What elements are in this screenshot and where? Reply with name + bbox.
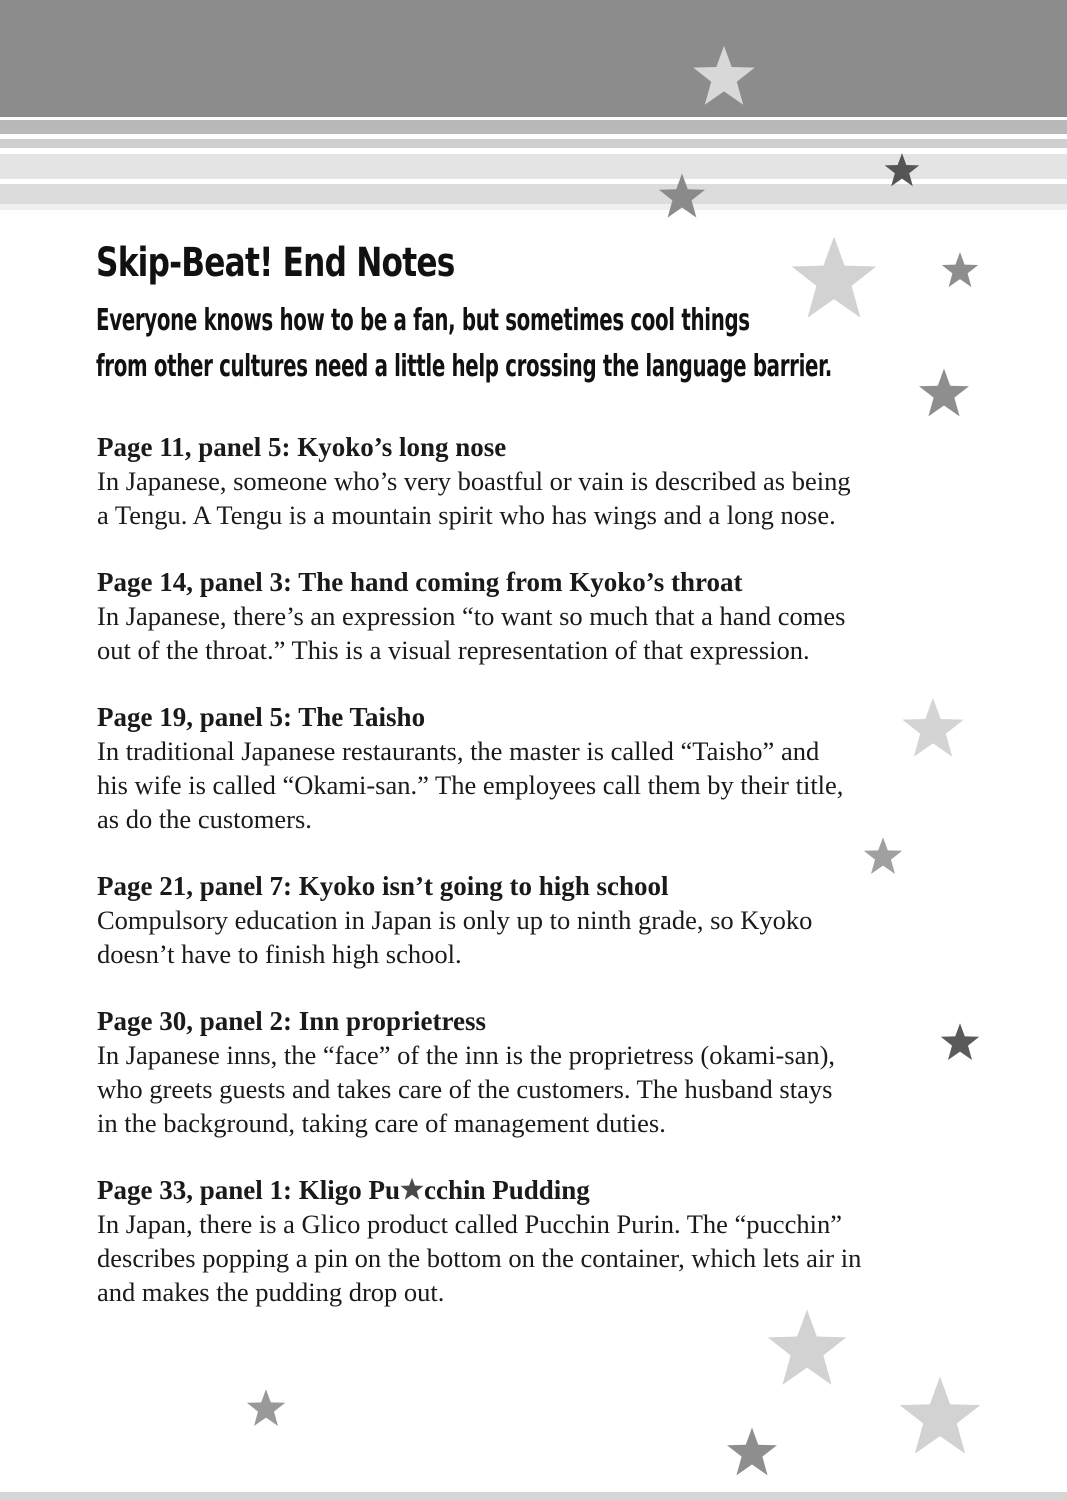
note-heading: Page 19, panel 5: The Taisho [97,702,426,732]
note-item [97,700,927,836]
note-item [97,1173,927,1309]
note-heading: Page 30, panel 2: Inn proprietress [97,1006,487,1036]
star-icon [726,1426,778,1478]
note-text: In Japanese, someone who’s very boastful or vain is described as being [97,466,851,496]
note-text: a Tengu. A Tengu is a mountain spirit who has wings and a long nose. [97,500,836,530]
star-icon [246,1388,286,1428]
note-item [97,1004,927,1140]
subtitle-line-2: from other cultures need a little help crossing the language barrier. [96,349,832,384]
star-icon [940,1022,980,1062]
star-icon [898,1374,982,1458]
note-text: In Japanese inns, the “face” of the inn is the proprietress (okami-san), [97,1040,836,1070]
note-heading [97,1173,927,1207]
footer-stripe [0,1492,1067,1500]
page-title: Skip-Beat! End Notes [96,240,455,286]
star-icon [941,251,979,289]
note-heading: Page 14, panel 3: The hand coming from Kyoko’s throat [97,567,743,597]
note-item [97,869,927,971]
note-text: Compulsory education in Japan is only up to ninth grade, so Kyoko [97,905,813,935]
note-text: who greets guests and takes care of the customers. The husband stays [97,1074,833,1104]
header-stripe [0,139,1067,148]
note-text: in the background, taking care of management duties. [97,1108,666,1138]
star-icon [790,234,878,322]
note-heading: Page 11, panel 5: Kyoko’s long nose [97,432,507,462]
star-icon [918,367,970,419]
note-text: his wife is called “Okami-san.” The employees call them by their title, [97,770,844,800]
subtitle-line-1: Everyone knows how to be a fan, but sometimes cool things [96,303,750,338]
note-text: and makes the pudding drop out. [97,1277,445,1307]
note-text: describes popping a pin on the bottom on the container, which lets air in [97,1243,862,1273]
star-icon [884,152,920,188]
star-icon [658,172,706,220]
note-text: In traditional Japanese restaurants, the master is called “Taisho” and [97,736,820,766]
note-text: doesn’t have to finish high school. [97,939,462,969]
header-stripe [0,120,1067,134]
star-icon [400,1177,424,1201]
header-stripe [0,204,1067,210]
note-heading: Page 21, panel 7: Kyoko isn’t going to high school [97,871,669,901]
note-text: In Japanese, there’s an expression “to want so much that a hand comes [97,601,846,631]
note-heading-part: cchin Pudding [424,1175,590,1205]
note-text: out of the throat.” This is a visual representation of that expression. [97,635,810,665]
notes-list [97,430,927,1342]
note-text: In Japan, there is a Glico product called Pucchin Purin. The “pucchin” [97,1209,842,1239]
header-band [0,0,1067,117]
star-icon [692,44,756,108]
note-heading-part: Page 33, panel 1: Kligo Pu [97,1175,400,1205]
note-item [97,565,927,667]
note-text: as do the customers. [97,804,312,834]
note-item [97,430,927,532]
